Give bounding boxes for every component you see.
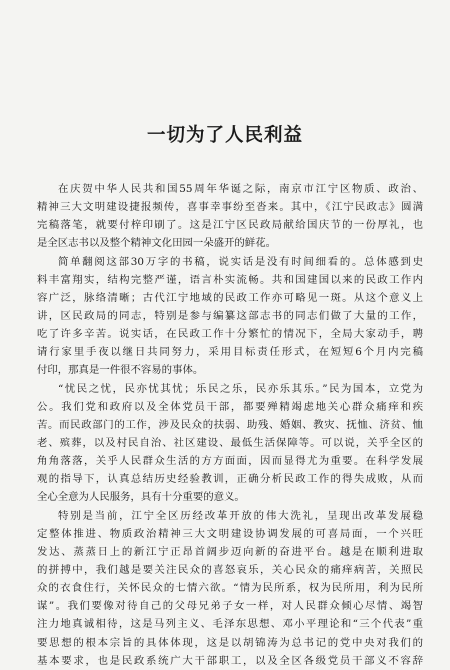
page-title: 一切为了人民利益	[146, 125, 303, 146]
text-line: “忧民之忧，民亦忧其忧；乐民之乐，民亦乐其乐。”民为国本，立党为	[58, 382, 423, 395]
text-line: 是全区志书以及整个精神文化田园一朵盛开的鲜花。	[37, 237, 276, 250]
text-line: 在庆贺中华人民共和国55周年华诞之际，南京市江宁区物质、政治、	[58, 183, 423, 195]
text-line: 定整体推进、物质政治精神三大文明建设协调发展的可喜局面，一个兴旺	[37, 527, 423, 540]
text-line: 公。我们党和政府以及全体党员干部，都要殚精竭虑地关心群众痛痒和疾	[37, 400, 423, 413]
text-line: 精神三大文明建设捷报频传，喜事幸事纷至沓来。其中，《江宁民政志》圆满	[37, 201, 423, 214]
text-line: 谋”。我们要像对待自己的父母兄弟子女一样，对人民群众倾心尽情、竭智	[37, 600, 423, 613]
body-text	[37, 180, 423, 670]
text-line: 观的指导下，认真总结历史经验教训，正确分析民政工作的得失成败，从而	[37, 473, 423, 486]
text-line: 请行家里手夜以继日共同努力，采用目标责任形式，在短短6个月内完稿	[37, 346, 423, 359]
text-line: 料丰富翔实，结构完整严谨，语言朴实流畅。共和国建国以来的民政工作内	[37, 273, 423, 286]
text-line: 老、殡葬，以及村民自治、社区建设、最低生活保障等。可以说，关乎全区的	[37, 436, 423, 449]
text-line: 讲，区民政局的同志，特别是参与编纂这部志书的同志们做了大量的工作，	[37, 309, 423, 322]
text-line: 特别是当前，江宁全区历经改革开放的伟大洗礼，呈现出改革发展稳	[58, 509, 423, 522]
text-line: 苦。而民政部门的工作，涉及民众的扶弱、助残、婚姻、教灾、抚恤、济贫、恤	[37, 418, 423, 431]
text-line: 容广泛，脉络清晰；古代江宁地域的民政工作亦可略见一斑。从这个意义上	[37, 291, 423, 304]
text-line: 付印，那真是一件很不容易的事体。	[37, 364, 204, 377]
text-line: 发达、蒸蒸日上的新江宁正昂首阔步迈向新的奋进平台。越是在顺利进取	[37, 545, 423, 558]
text-line: 注力地真诚相待，这是马列主义、毛泽东思想、邓小平理论和“三个代表”重	[37, 618, 423, 631]
text-line: 简单翻阅这部30万字的书稿，说实话是没有时间细看的。总体感到史	[58, 255, 423, 268]
text-line: 角角落落，关乎人民群众生活的方方面面，因而显得尤为重要。在科学发展	[37, 455, 423, 468]
text-line: 基本要求，也是民政系统广大干部职工，以及全区各级党员干部义不容辞	[37, 654, 423, 667]
text-line: 要思想的根本宗旨的具体体现，这是以胡锦涛为总书记的党中央对我们的	[37, 636, 423, 649]
text-line: 吃了许多辛苦。说实话，在民政工作十分繁忙的情况下，全局大家动手，聘	[37, 328, 423, 341]
text-line: 完稿落笔，就要付梓印刷了。这是江宁区民政局献给国庆节的一份厚礼，也	[37, 219, 423, 232]
text-line: 众的衣食住行，关怀民众的七情六欲。“情为民所系，权为民所用，利为民所	[37, 582, 423, 595]
text-line: 全心全意为人民服务，具有十分重要的意义。	[37, 491, 245, 504]
text-line: 的拼搏中，我们越是要关注民众的喜怒哀乐，关心民众的痛痒病苦，关照民	[37, 563, 423, 576]
